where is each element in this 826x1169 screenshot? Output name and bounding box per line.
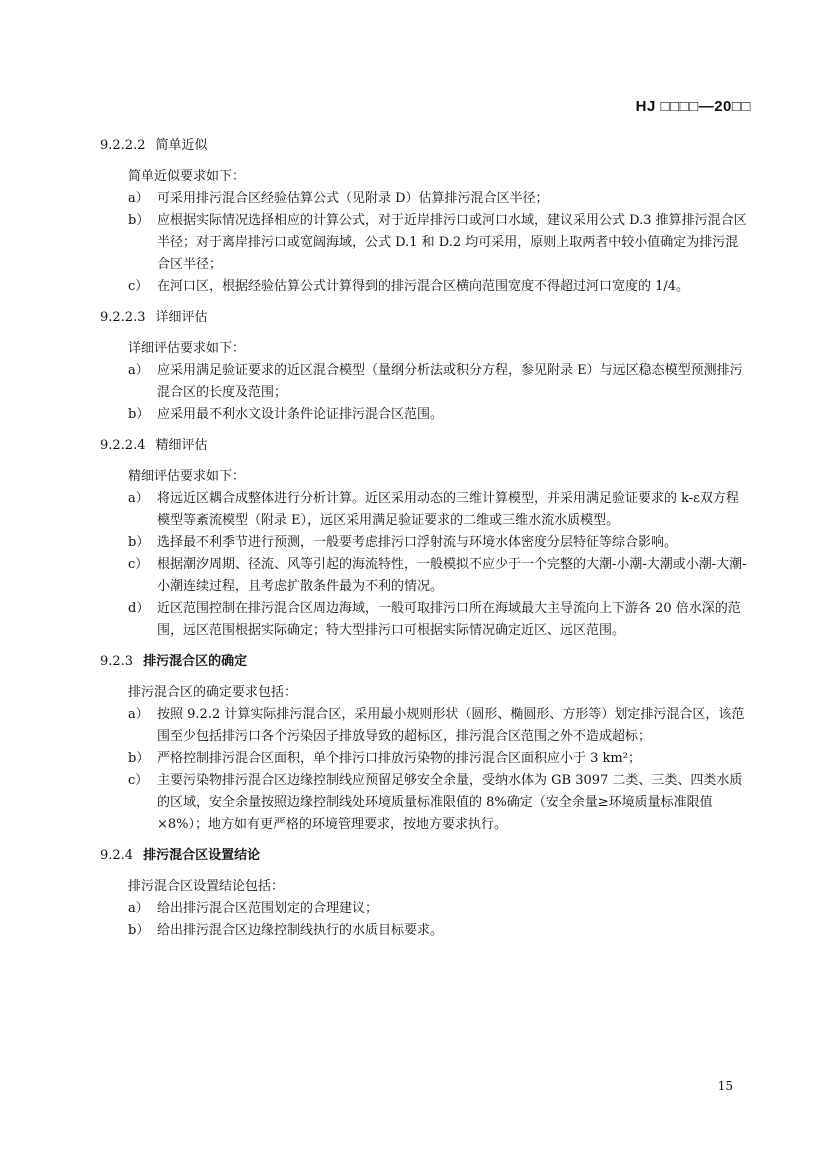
list-item: [100, 532, 748, 554]
list-item: [100, 188, 748, 210]
list-item: [100, 898, 748, 920]
section-number: 9.2.2.4: [100, 438, 146, 453]
list-marker: a）: [128, 491, 149, 506]
list-item: [100, 210, 748, 276]
section-9-2-2-2: [100, 136, 748, 298]
list-item: [100, 554, 748, 598]
list-marker: a）: [128, 707, 149, 722]
section-intro: 排污混合区设置结论包括：: [128, 879, 285, 894]
list-marker: b）: [128, 213, 150, 228]
list-item-text: 严格控制排污混合区面积，单个排污口排放污染物的排污混合区面积应小于 3 km²；: [157, 751, 641, 766]
section-heading: [100, 436, 748, 456]
section-intro: 详细评估要求如下：: [128, 341, 246, 356]
section-9-2-2-3: [100, 308, 748, 426]
list-item-text: 近区范围控制在排污混合区周边海域，一般可取排污口所在海域最大主导流向上下游各 20 倍水深的范围，远区范围根据实际确定；特大型排污口可根据实际情况确定近区、远区范围。: [157, 601, 741, 638]
list-marker: a）: [128, 191, 149, 206]
section-title: 简单近似: [155, 138, 208, 153]
list-marker: a）: [128, 901, 149, 916]
document-code: HJ □□□□—20□□: [635, 98, 751, 115]
list-item-text: 给出排污混合区边缘控制线执行的水质目标要求。: [157, 923, 444, 938]
list-marker: c）: [128, 773, 149, 788]
section-heading: [100, 308, 748, 328]
list-marker: c）: [128, 279, 149, 294]
section-number: 9.2.3: [100, 654, 134, 669]
list-item-text: 应采用最不利水文设计条件论证排污混合区范围。: [157, 407, 444, 422]
list-item-text: 给出排污混合区范围划定的合理建议；: [157, 901, 379, 916]
list-item: [100, 488, 748, 532]
section-intro: 精细评估要求如下：: [128, 469, 246, 484]
list-item: [100, 748, 748, 770]
section-heading: [100, 136, 748, 156]
section-number: 9.2.4: [100, 848, 134, 863]
section-9-2-4: [100, 846, 748, 942]
section-9-2-3: [100, 652, 748, 836]
list-item: [100, 770, 748, 836]
list-item: [100, 598, 748, 642]
list-item-text: 应根据实际情况选择相应的计算公式，对于近岸排污口或河口水域，建议采用公式 D.3 推算排污混合区半径；对于离岸排污口或宽阔海域，公式 D.1 和 D.2 均可采用，原则上取两者中较小值确定为排污混合区半径；: [157, 213, 747, 272]
list-item-text: 选择最不利季节进行预测，一般要考虑排污口浮射流与环境水体密度分层特征等综合影响。: [157, 535, 678, 550]
section-intro: 简单近似要求如下：: [128, 169, 246, 184]
document-body: [100, 136, 748, 952]
page-number: 15: [717, 1079, 733, 1093]
section-intro: 排污混合区的确定要求包括：: [128, 685, 298, 700]
list-item-text: 主要污染物排污混合区边缘控制线应预留足够安全余量，受纳水体为 GB 3097 二类、三类、四类水质的区域，安全余量按照边缘控制线处环境质量标准限值的 8%确定（安全余量≥环境质量标准限值×8%）；地方如有更严格的环境管理要求，按地方要求执行。: [157, 773, 743, 832]
list-marker: a）: [128, 363, 149, 378]
section-number: 9.2.2.2: [100, 138, 146, 153]
list-item: [100, 704, 748, 748]
section-heading: [100, 652, 748, 672]
list-item: [100, 360, 748, 404]
section-title: 排污混合区的确定: [143, 654, 248, 669]
list-item: [100, 404, 748, 426]
list-item: [100, 920, 748, 942]
section-9-2-2-4: [100, 436, 748, 642]
section-number: 9.2.2.3: [100, 310, 146, 325]
list-marker: b）: [128, 751, 150, 766]
section-heading: [100, 846, 748, 866]
list-item-text: 按照 9.2.2 计算实际排污混合区，采用最小规则形状（圆形、椭圆形、方形等）划定排污混合区，该范围至少包括排污口各个污染因子排放导致的超标区，排污混合区范围之外不造成超标；: [157, 707, 745, 744]
list-item-text: 根据潮汐周期、径流、风等引起的海流特性，一般模拟不应少于一个完整的大潮-小潮-大潮或小潮-大潮-小潮连续过程，且考虑扩散条件最为不利的情况。: [157, 557, 747, 594]
list-item-text: 将远近区耦合成整体进行分析计算。近区采用动态的三维计算模型，并采用满足验证要求的 k-ε双方程模型等紊流模型（附录 E），远区采用满足验证要求的二维或三维水流水质模型。: [157, 491, 739, 528]
list-marker: d）: [128, 601, 150, 616]
list-item: [100, 276, 748, 298]
list-item-text: 应采用满足验证要求的近区混合模型（量纲分析法或积分方程，参见附录 E）与远区稳态模型预测排污混合区的长度及范围；: [157, 363, 743, 400]
section-title: 排污混合区设置结论: [143, 848, 261, 863]
list-marker: b）: [128, 923, 150, 938]
list-item-text: 可采用排污混合区经验估算公式（见附录 D）估算排污混合区半径；: [157, 191, 549, 206]
list-item-text: 在河口区，根据经验估算公式计算得到的排污混合区横向范围宽度不得超过河口宽度的 1/4。: [157, 279, 690, 294]
list-marker: b）: [128, 535, 150, 550]
section-title: 精细评估: [155, 438, 208, 453]
list-marker: b）: [128, 407, 150, 422]
section-title: 详细评估: [155, 310, 208, 325]
list-marker: c）: [128, 557, 149, 572]
